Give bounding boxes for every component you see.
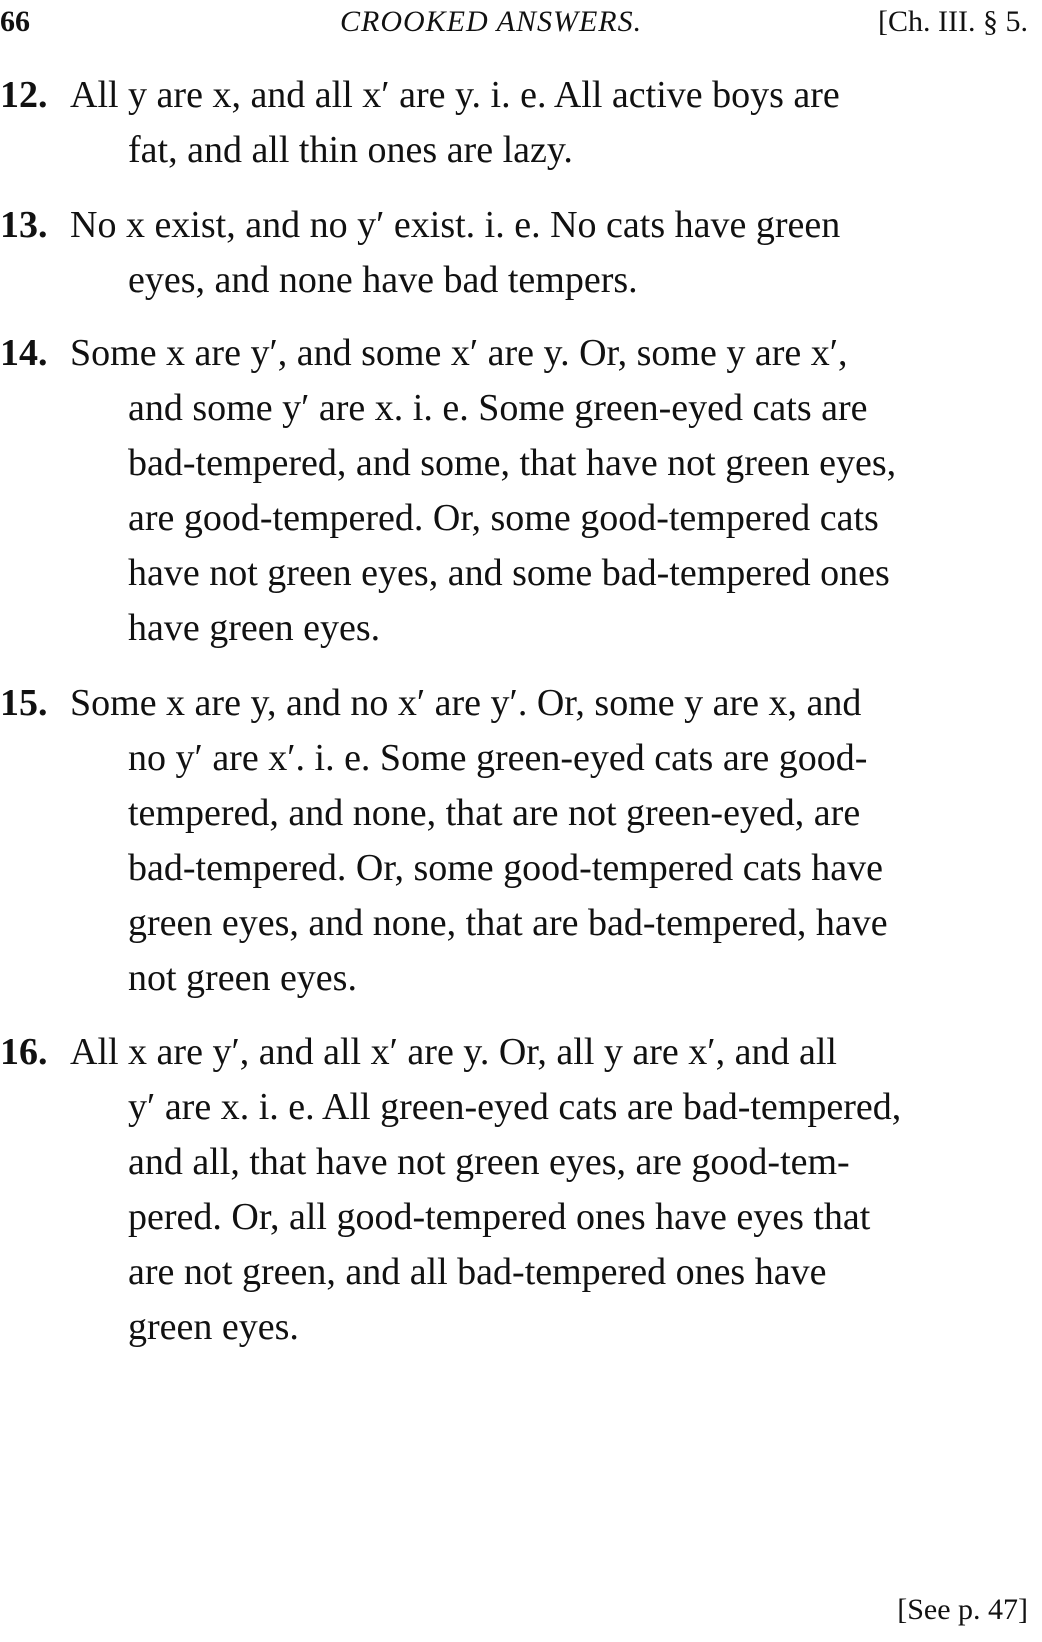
item-text: No x exist, and no y′ exist. i. e. No cats have green [70, 204, 841, 246]
item-number: 14. [0, 332, 48, 374]
item-line [0, 198, 1030, 253]
answer-item-13 [0, 198, 1030, 308]
item-line: fat, and all thin ones are lazy. [128, 129, 573, 171]
item-line: no y′ are x′. i. e. Some green-eyed cats are good- [128, 737, 868, 779]
item-number: 13. [0, 204, 48, 246]
item-line: not green eyes. [128, 957, 357, 999]
answer-item-12 [0, 68, 1030, 178]
item-number: 15. [0, 682, 48, 724]
item-text: All y are x, and all x′ are y. i. e. All active boys are [70, 74, 840, 116]
item-line: bad-tempered. Or, some good-tempered cats have [128, 847, 884, 889]
page-number: 66 [0, 5, 30, 38]
item-line: y′ are x. i. e. All green-eyed cats are bad-tempered, [128, 1086, 902, 1128]
item-line: tempered, and none, that are not green-eyed, are [128, 792, 861, 834]
item-number: 16. [0, 1031, 48, 1073]
answer-item-14 [0, 326, 1030, 656]
running-title: CROOKED ANSWERS. [340, 5, 643, 38]
section-reference: [Ch. III. § 5. [878, 5, 1028, 38]
item-line: and some y′ are x. i. e. Some green-eyed cats are [128, 387, 868, 429]
item-number: 12. [0, 74, 48, 116]
item-text: Some x are y, and no x′ are y′. Or, some y are x, and [70, 682, 862, 724]
item-text: All x are y′, and all x′ are y. Or, all y are x′, and all [70, 1031, 837, 1073]
item-line: green eyes, and none, that are bad-tempered, have [128, 902, 888, 944]
see-page-reference: [See p. 47] [897, 1593, 1028, 1626]
item-line [0, 68, 1030, 123]
item-line: are good-tempered. Or, some good-tempered cats [128, 497, 879, 539]
item-line: pered. Or, all good-tempered ones have eyes that [128, 1196, 871, 1238]
item-text: Some x are y′, and some x′ are y. Or, some y are x′, [70, 332, 848, 374]
item-line [0, 326, 1030, 381]
answer-item-15 [0, 676, 1030, 1006]
item-line [0, 1025, 1030, 1080]
item-line: and all, that have not green eyes, are good-tem- [128, 1141, 850, 1183]
item-line: green eyes. [128, 1306, 299, 1348]
item-line [0, 676, 1030, 731]
item-line: eyes, and none have bad tempers. [128, 259, 638, 301]
item-line: bad-tempered, and some, that have not green eyes, [128, 442, 897, 484]
item-line: have green eyes. [128, 607, 381, 649]
page-header [0, 2, 1042, 42]
answer-item-16 [0, 1025, 1030, 1355]
item-line: are not green, and all bad-tempered ones have [128, 1251, 827, 1293]
item-line: have not green eyes, and some bad-tempered ones [128, 552, 890, 594]
